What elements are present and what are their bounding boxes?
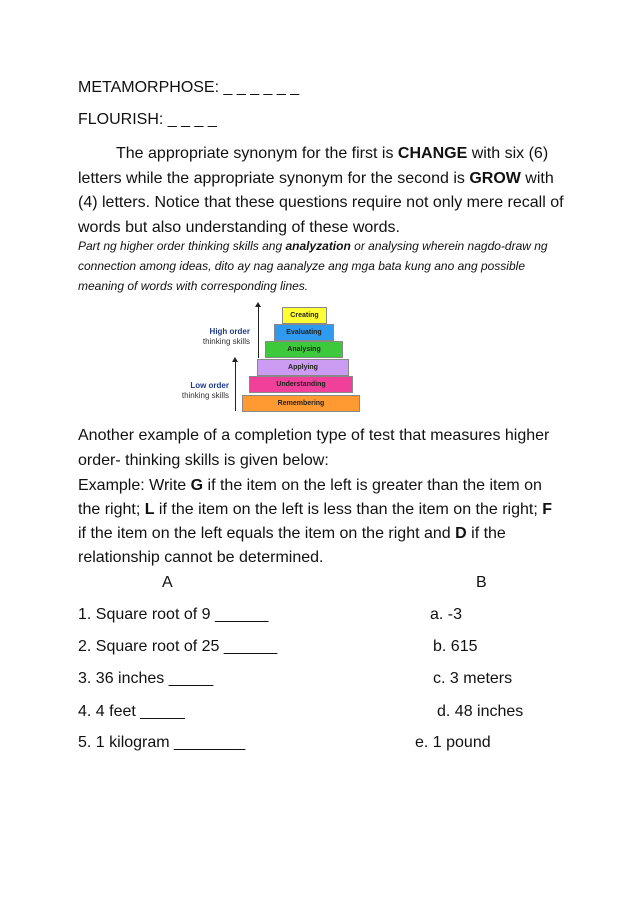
code-l: L (144, 501, 155, 518)
note-bold-analyzation: analyzation (285, 239, 351, 253)
level-evaluating: Evaluating (274, 324, 334, 341)
level-applying: Applying (257, 359, 349, 376)
high-order-arrowhead-icon (255, 302, 261, 307)
item-a-4: 4. 4 feet _____ (78, 703, 185, 720)
level-creating: Creating (282, 307, 327, 324)
item-b-a: a. -3 (430, 606, 463, 623)
metamorphose-line (78, 79, 299, 97)
high-order-arrow (258, 306, 259, 358)
flourish-word: FLOURISH: (78, 111, 164, 128)
flourish-line (78, 111, 217, 129)
flourish-blank: _ _ _ _ (167, 111, 217, 128)
metamorphose-blank: _ _ _ _ _ _ (223, 79, 300, 96)
high-order-label (174, 327, 250, 347)
level-understanding: Understanding (249, 376, 353, 393)
answer-grow: GROW (469, 169, 521, 187)
intro-paragraph (78, 424, 564, 473)
high-order-title: High order (209, 327, 250, 336)
low-order-arrow (235, 361, 236, 411)
note-text-2: or analysing wherein nagdo-draw ng connection among ideas, dito ay nag aanalyze ang mga bata kung ano ang possible meaning of words with corresponding lines. (78, 239, 548, 293)
intro-text: Another example of a completion type of test that measures higher order- thinking skills is given below: (78, 427, 550, 469)
example-text-2: if the item on the left is greater than the item on the right; (78, 477, 542, 518)
item-b-c: c. 3 meters (433, 670, 513, 687)
column-a-header: A (162, 574, 173, 591)
thinking-skills-pyramid (174, 302, 364, 416)
code-f: F (542, 501, 553, 518)
explanation-paragraph (78, 142, 564, 240)
item-b-b: b. 615 (433, 638, 478, 655)
low-order-arrowhead-icon (232, 357, 238, 362)
column-b-header: B (476, 574, 487, 591)
example-text-5: if the relationship cannot be determined. (78, 525, 506, 566)
level-analysing: Analysing (265, 341, 343, 358)
item-b-d: d. 48 inches (437, 703, 524, 720)
low-order-label (174, 381, 229, 401)
item-a-5: 5. 1 kilogram ________ (78, 734, 246, 751)
explanation-text-2: with six (6) letters while the appropriate synonym for the second is (78, 145, 549, 187)
item-a-3: 3. 36 inches _____ (78, 670, 214, 687)
item-a-1: 1. Square root of 9 ______ (78, 606, 269, 623)
item-a-2: 2. Square root of 25 ______ (78, 638, 278, 655)
low-order-sub: thinking skills (181, 391, 229, 400)
high-order-sub: thinking skills (202, 337, 250, 346)
answer-change: CHANGE (397, 145, 468, 162)
note-text-1: Part ng higher order thinking skills ang (78, 239, 286, 253)
example-text-3: if the item on the left is less than the item on the right; (154, 501, 543, 518)
low-order-title: Low order (190, 381, 229, 390)
explanation-text-1: The appropriate synonym for the first is (116, 145, 398, 162)
explanation-text-3: with (4) letters. Notice that these questions require not only mere recall of words but also understanding of these words. (78, 169, 564, 236)
metamorphose-word: METAMORPHOSE: (78, 79, 220, 96)
code-g: G (190, 477, 204, 494)
level-remembering: Remembering (242, 395, 360, 412)
filipino-note (78, 236, 568, 296)
item-b-e: e. 1 pound (415, 734, 491, 751)
example-text-4: if the item on the left equals the item on the right and (78, 525, 456, 542)
code-d: D (455, 525, 467, 542)
example-paragraph (78, 474, 564, 570)
example-text-1: Example: Write (78, 477, 191, 494)
